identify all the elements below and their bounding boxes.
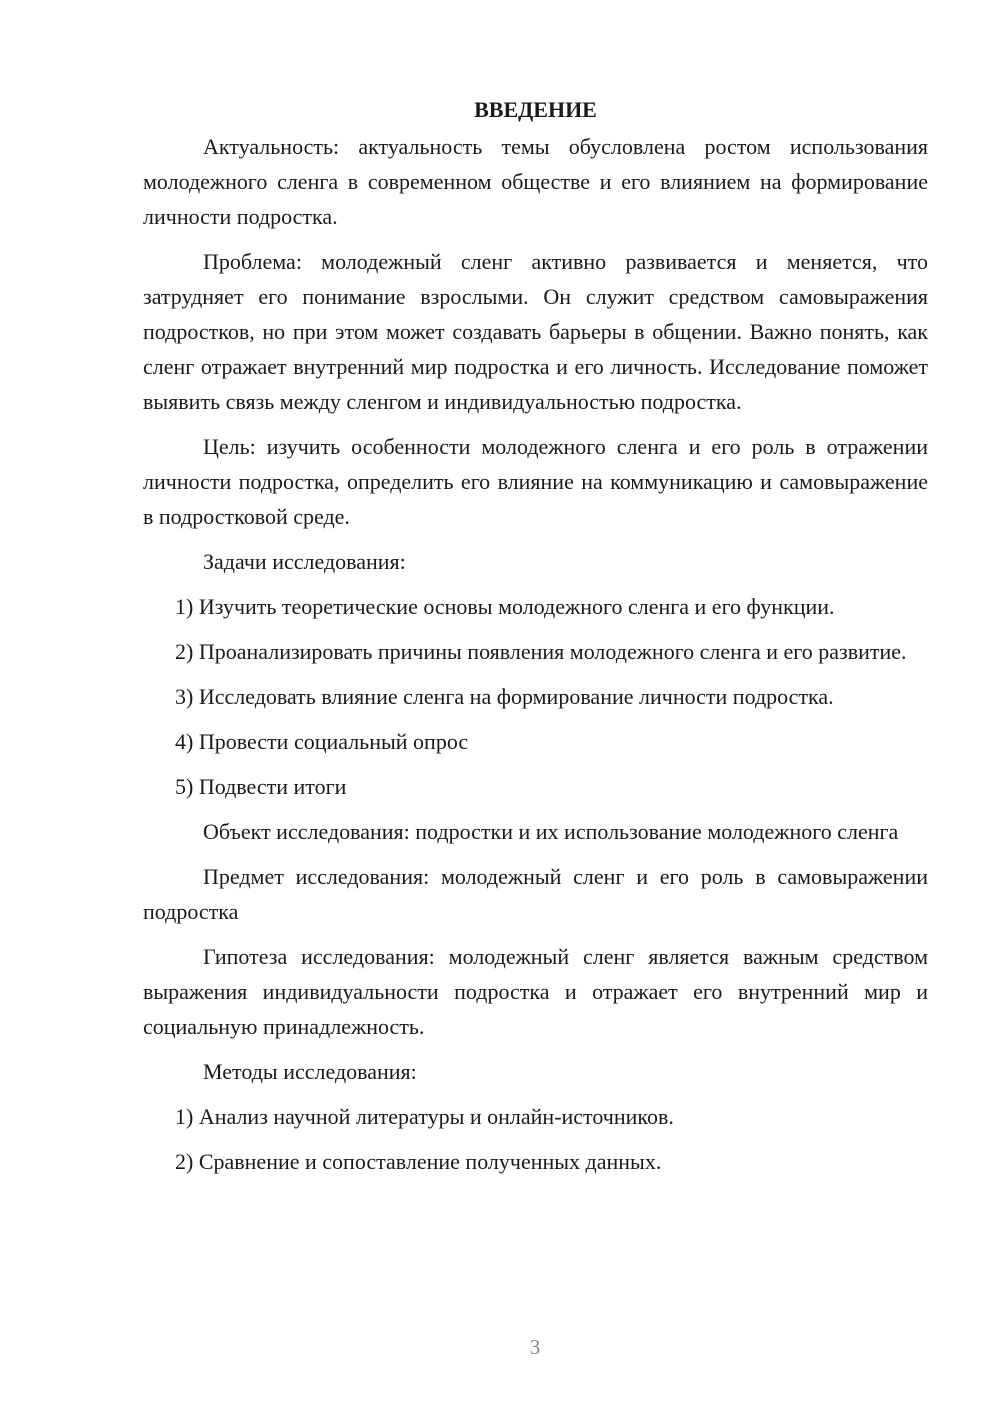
task-item-2: 2) Проанализировать причины появления молодежного сленга и его развитие. xyxy=(175,639,907,664)
task-item-4: 4) Провести социальный опрос xyxy=(175,729,469,754)
paragraph-object: Объект исследования: подростки и их использование молодежного сленга xyxy=(203,819,899,844)
page-title: ВВЕДЕНИЕ xyxy=(474,97,597,122)
paragraph-relevance: Актуальность: актуальность темы обусловлена ростом использования молодежного сленга в современном обществе и его влиянием на формирование личности подростка. xyxy=(143,134,928,229)
method-item-1: 1) Анализ научной литературы и онлайн-источников. xyxy=(175,1104,674,1129)
task-item-5: 5) Подвести итоги xyxy=(175,774,347,799)
method-item-2: 2) Сравнение и сопоставление полученных данных. xyxy=(175,1149,662,1174)
page-content xyxy=(143,92,928,1189)
tasks-heading: Задачи исследования: xyxy=(203,549,406,574)
paragraph-problem: Проблема: молодежный сленг активно развивается и меняется, что затрудняет его понимание взрослыми. Он служит средством самовыражения подростков, но при этом может создавать барьеры в общении. Важно понять, как сленг отражает внутренний мир подростка и его личность. Исследование поможет выявить связь между сленгом и индивидуальностью подростка. xyxy=(143,249,928,414)
paragraph-hypothesis: Гипотеза исследования: молодежный сленг является важным средством выражения индивидуальности подростка и отражает его внутренний мир и социальную принадлежность. xyxy=(143,944,928,1039)
task-item-3: 3) Исследовать влияние сленга на формирование личности подростка. xyxy=(175,684,834,709)
paragraph-goal: Цель: изучить особенности молодежного сленга и его роль в отражении личности подростка, определить его влияние на коммуникацию и самовыражение в подростковой среде. xyxy=(143,434,928,529)
paragraph-subject: Предмет исследования: молодежный сленг и его роль в самовыражении подростка xyxy=(143,864,928,924)
task-item-1: 1) Изучить теоретические основы молодежного сленга и его функции. xyxy=(175,594,835,619)
methods-heading: Методы исследования: xyxy=(203,1059,417,1084)
page-number: 3 xyxy=(529,1335,541,1359)
